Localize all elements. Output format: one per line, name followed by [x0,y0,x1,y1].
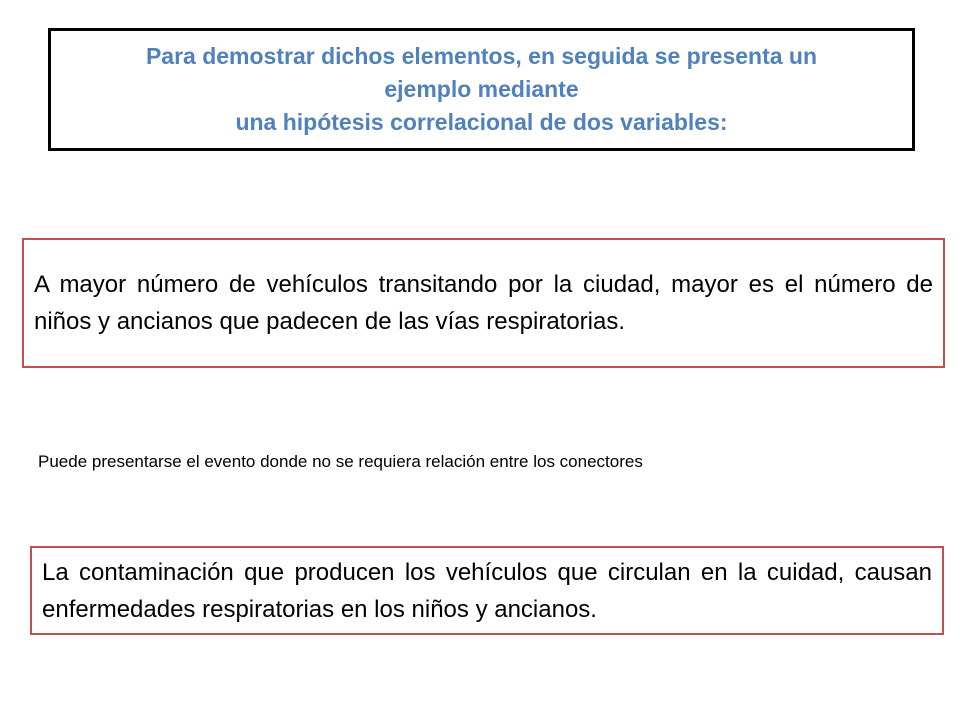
title-box [48,28,915,151]
hypothesis-box [22,238,945,368]
title-line-2: ejemplo mediante [384,76,579,102]
title-line-3: una hipótesis correlacional de dos variables: [235,109,728,135]
example-text: La contaminación que producen los vehículos que circulan en la cuidad, causan enfermedades respiratorias en los niños y ancianos. [42,558,932,623]
example-box [30,546,944,635]
title-line-1: Para demostrar dichos elementos, en seguida se presenta un [145,43,818,69]
connector-note: Puede presentarse el evento donde no se requiera relación entre los conectores [38,452,643,471]
hypothesis-text: A mayor número de vehículos transitando por la ciudad, mayor es el número de niños y ancianos que padecen de las vías respiratorias. [34,271,933,335]
